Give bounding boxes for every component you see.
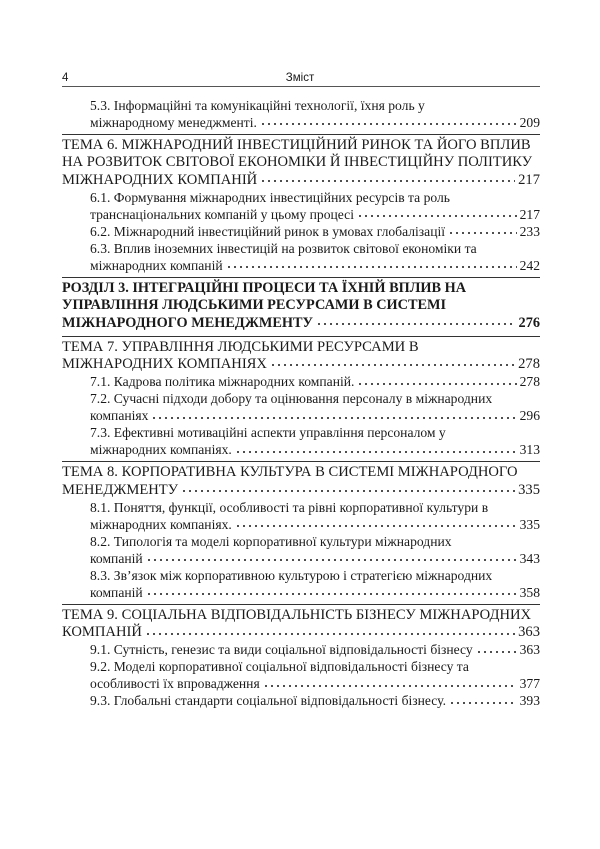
- toc-entry-sub[interactable]: [62, 658, 540, 692]
- toc-entry-sub[interactable]: [62, 533, 540, 567]
- toc-entry-title-end: МІЖНАРОДНИХ КОМПАНІЙ: [62, 171, 258, 188]
- toc-entry-title-line: НА РОЗВИТОК СВІТОВОЇ ЕКОНОМІКИ Й ІНВЕСТИЦІЙНУ ПОЛІТИКУ: [62, 154, 533, 171]
- toc-entry-last-line: [90, 584, 540, 601]
- toc-entry-title-end: 9.3. Глобальні стандарти соціальної відповідальності бізнесу.: [90, 693, 446, 709]
- toc-page-number: 209: [519, 115, 540, 130]
- toc-entry-title-line: ТЕМА 7. УПРАВЛІННЯ ЛЮДСЬКИМИ РЕСУРСАМИ В: [62, 338, 419, 355]
- dot-leader: [316, 317, 516, 327]
- dot-leader: [151, 410, 516, 420]
- dot-leader: [263, 678, 517, 688]
- toc-entry-title-end: компаній: [90, 584, 143, 600]
- toc-entry-title-end: МЕНЕДЖМЕНТУ: [62, 481, 179, 498]
- toc-entry-title-line: 7.2. Сучасні підходи добору та оцінювання персоналу в міжнародних: [90, 391, 493, 407]
- toc-entry-sub[interactable]: [62, 641, 540, 658]
- section-divider: [62, 277, 540, 278]
- toc-page-number: 335: [518, 481, 540, 498]
- toc-entry-title-end: 6.2. Міжнародний інвестиційний ринок в умовах глобалізації: [90, 223, 446, 239]
- toc-entry-last-line: [62, 624, 540, 641]
- toc-entry-theme[interactable]: [62, 464, 540, 499]
- dot-leader: [357, 376, 516, 386]
- toc-entry-last-line: [90, 257, 540, 274]
- toc-entry-last-line: [90, 206, 540, 223]
- dot-leader: [260, 174, 515, 184]
- toc-page-number: 377: [519, 676, 540, 692]
- toc-entry-title-line: ТЕМА 8. КОРПОРАТИВНА КУЛЬТУРА В СИСТЕМІ МІЖНАРОДНОГО: [62, 464, 518, 481]
- toc-entry-last-line: [90, 550, 540, 567]
- toc-entry-title-end: 7.1. Кадрова політика міжнародних компаній.: [90, 374, 355, 390]
- toc-entry-last-line: [62, 172, 540, 189]
- table-of-contents: [62, 97, 540, 709]
- toc-entry-title-line: 8.2. Типологія та моделі корпоративної культури міжнародних: [90, 533, 452, 549]
- toc-entry-last-line: [62, 482, 540, 499]
- toc-entry-last-line: [90, 692, 540, 709]
- toc-page-number: 363: [518, 624, 540, 641]
- toc-entry-title-line: ТЕМА 9. СОЦІАЛЬНА ВІДПОВІДАЛЬНІСТЬ БІЗНЕСУ МІЖНАРОДНИХ: [62, 606, 532, 623]
- toc-entry-title-line: 5.3. Інформаційні та комунікаційні технології, їхня роль у: [90, 98, 425, 113]
- toc-entry-theme[interactable]: [62, 607, 540, 642]
- dot-leader: [270, 358, 515, 368]
- toc-page-number: 217: [518, 171, 540, 188]
- toc-page-number: 363: [519, 642, 540, 658]
- header-rule: [62, 86, 540, 87]
- section-divider: [62, 604, 540, 605]
- toc-entry-title-end: компаній: [90, 550, 143, 566]
- toc-entry-sub[interactable]: [62, 223, 540, 240]
- toc-entry-last-line: [90, 675, 540, 692]
- toc-entry-sub[interactable]: [62, 373, 540, 390]
- toc-entry-sub[interactable]: [62, 390, 540, 424]
- toc-entry-sub[interactable]: [62, 189, 540, 223]
- toc-entry-title-end: МІЖНАРОДНИХ КОМПАНІЯХ: [62, 355, 267, 372]
- toc-page-number: 313: [519, 442, 540, 458]
- toc-entry-title-line: 8.1. Поняття, функції, особливості та рівні корпоративної культури в: [90, 499, 489, 515]
- toc-page-number: 343: [519, 550, 540, 566]
- toc-entry-title-line: 6.3. Вплив іноземних інвестицій на розвиток світової економіки та: [90, 240, 477, 256]
- toc-page-number: 335: [519, 516, 540, 532]
- dot-leader: [260, 117, 517, 127]
- toc-entry-title-line: РОЗДІЛ 3. ІНТЕГРАЦІЙНІ ПРОЦЕСИ ТА ЇХНІЙ ВПЛИВ НА: [62, 279, 467, 296]
- toc-page-number: 296: [519, 408, 540, 424]
- toc-entry-last-line: [90, 114, 540, 131]
- toc-entry-last-line: [62, 315, 540, 333]
- toc-entry-title-end: міжнародних компаніях.: [90, 516, 232, 532]
- toc-entry-title-end: міжнародному менеджменті.: [90, 115, 257, 130]
- toc-entry-title-line: ТЕМА 6. МІЖНАРОДНИЙ ІНВЕСТИЦІЙНИЙ РИНОК ТА ЙОГО ВПЛИВ: [62, 137, 531, 153]
- dot-leader: [235, 519, 517, 529]
- dot-leader: [448, 226, 517, 236]
- toc-entry-title-line: 7.3. Ефективні мотиваційні аспекти управління персоналом у: [90, 425, 446, 441]
- page-number: 4: [62, 72, 69, 84]
- toc-entry-last-line: [90, 441, 540, 458]
- toc-entry-section[interactable]: [62, 280, 540, 333]
- toc-entry-title-line: УПРАВЛІННЯ ЛЮДСЬКИМИ РЕСУРСАМИ В СИСТЕМІ: [62, 297, 447, 314]
- toc-entry-title-end: міжнародних компаній: [90, 257, 223, 273]
- dot-leader: [145, 626, 515, 636]
- toc-entry-sub[interactable]: [62, 567, 540, 601]
- toc-entry-title-end: МІЖНАРОДНОГО МЕНЕДЖМЕНТУ: [62, 315, 314, 332]
- toc-entry-title-end: компаніях: [90, 408, 149, 424]
- toc-entry-title-end: КОМПАНІЙ: [62, 624, 142, 641]
- toc-entry-last-line: [90, 407, 540, 424]
- toc-entry-last-line: [90, 516, 540, 533]
- toc-entry-title-line: 6.1. Формування міжнародних інвестиційних ресурсів та роль: [90, 189, 450, 205]
- toc-entry-title-end: міжнародних компаніях.: [90, 442, 232, 458]
- toc-entry-last-line: [62, 356, 540, 373]
- toc-entry-last-line: [90, 223, 540, 240]
- dot-leader: [357, 209, 517, 219]
- toc-page-number: 242: [519, 257, 540, 273]
- toc-entry-title-line: 9.2. Моделі корпоративної соціальної відповідальності бізнесу та: [90, 659, 469, 675]
- toc-page-number: 217: [519, 206, 540, 222]
- toc-entry-last-line: [90, 373, 540, 390]
- toc-page-number: 233: [519, 223, 540, 239]
- toc-entry-title-line: 8.3. Зв’язок між корпоративною культурою і стратегією міжнародних: [90, 567, 493, 583]
- dot-leader: [476, 644, 517, 654]
- section-divider: [62, 134, 540, 135]
- toc-entry-title-end: особливості їх впровадження: [90, 676, 260, 692]
- toc-entry-theme[interactable]: [62, 339, 540, 374]
- section-divider: [62, 461, 540, 462]
- running-title: Зміст: [285, 72, 315, 84]
- toc-entry-sub[interactable]: [62, 499, 540, 533]
- toc-entry-title-end: транснаціональних компаній у цьому процесі: [90, 206, 354, 222]
- toc-entry-last-line: [90, 641, 540, 658]
- toc-page-number: 278: [518, 355, 540, 372]
- dot-leader: [449, 695, 517, 705]
- toc-page-number: 278: [519, 374, 540, 390]
- dot-leader: [226, 260, 517, 270]
- dot-leader: [235, 444, 517, 454]
- toc-page-number: 393: [519, 693, 540, 709]
- toc-page-number: 276: [518, 315, 540, 332]
- toc-entry-title-end: 9.1. Сутність, генезис та види соціальної відповідальності бізнесу: [90, 642, 473, 658]
- toc-entry-sub[interactable]: [62, 692, 540, 709]
- toc-entry-sub[interactable]: [62, 424, 540, 458]
- toc-entry-theme[interactable]: [62, 137, 540, 189]
- toc-page-number: 358: [519, 584, 540, 600]
- dot-leader: [181, 484, 515, 494]
- running-header: [62, 72, 538, 86]
- dot-leader: [146, 587, 517, 597]
- toc-entry-sub[interactable]: [62, 97, 540, 131]
- toc-entry-sub[interactable]: [62, 240, 540, 274]
- section-divider: [62, 336, 540, 337]
- dot-leader: [146, 553, 517, 563]
